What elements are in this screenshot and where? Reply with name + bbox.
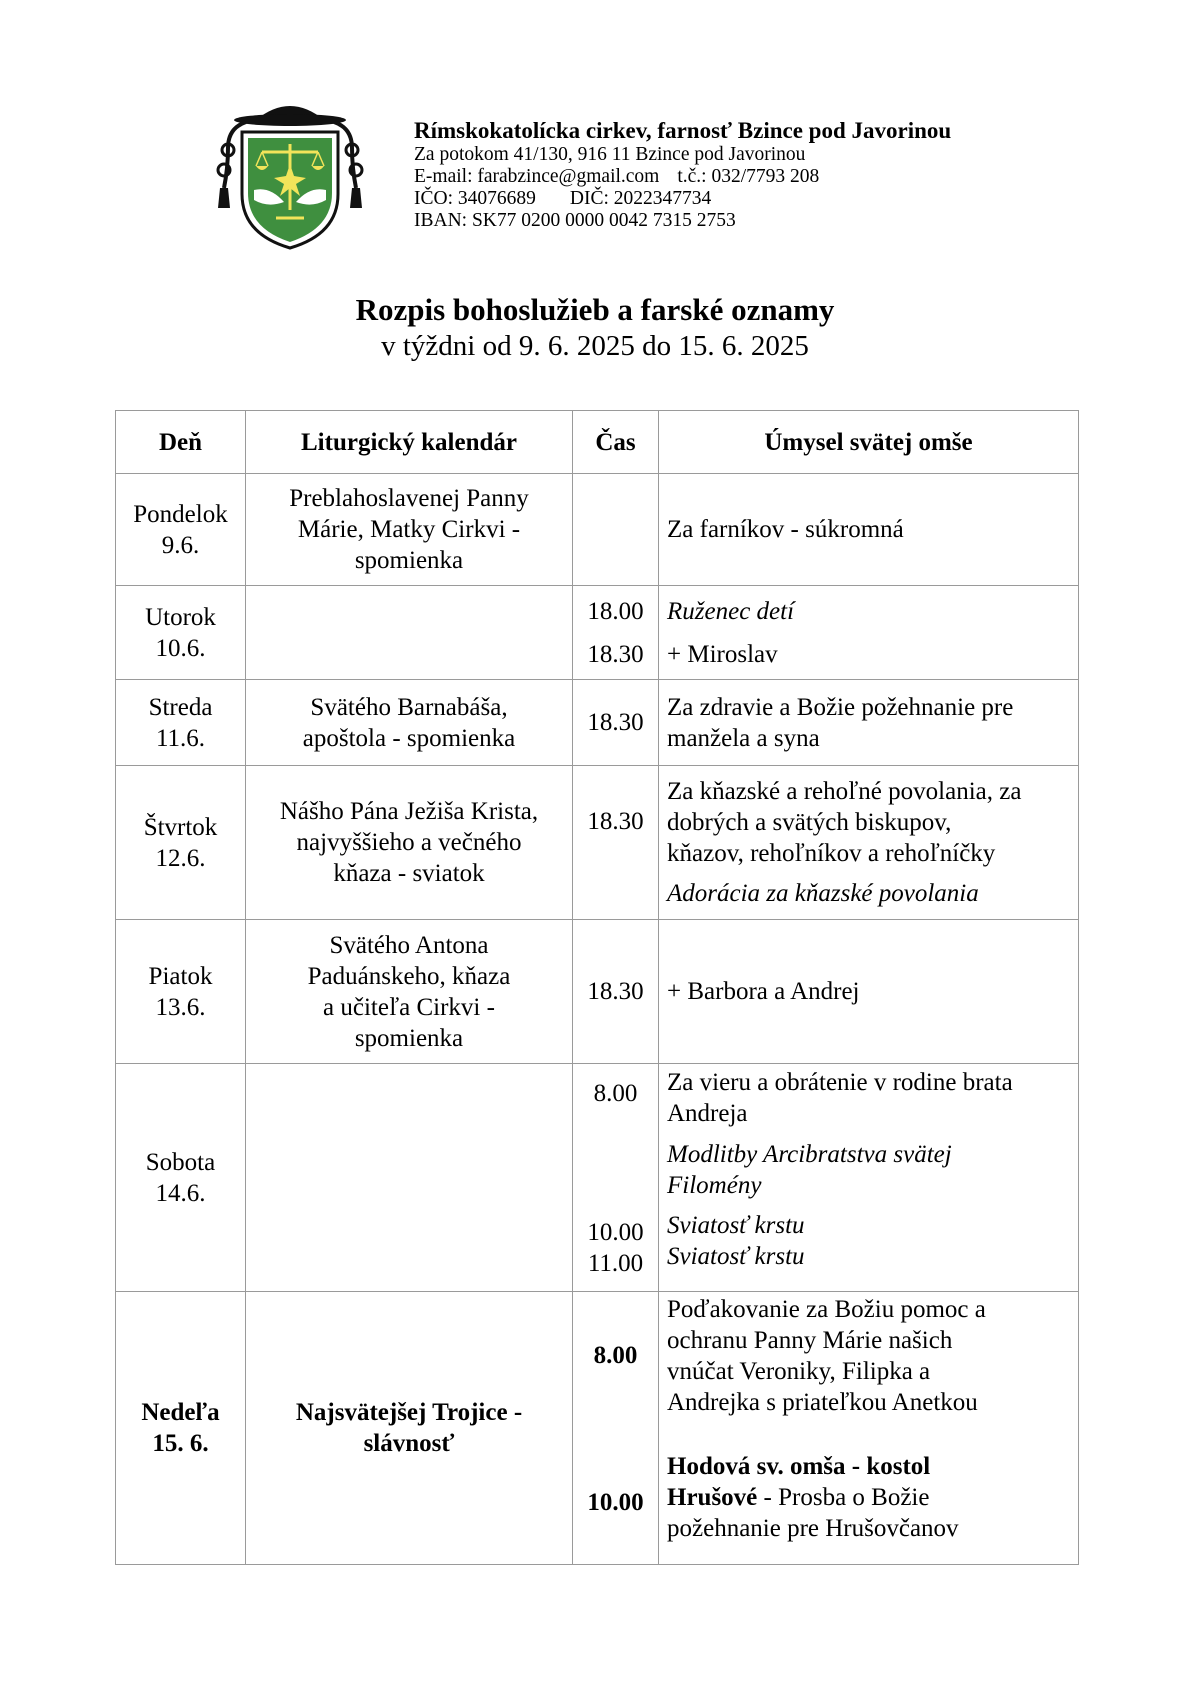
intention-cell: Za vieru a obrátenie v rodine brata Andreja Modlitby Arcibratstva svätej Filomény Sviatosť krstu Sviatosť krstu <box>659 1064 1079 1292</box>
time-cell: 8.00 10.00 <box>573 1292 659 1565</box>
time-cell: 18.30 <box>573 766 659 920</box>
time-cell: 18.00 18.30 <box>573 586 659 680</box>
liturgy-cell: Svätého Barnabáša, apoštola - spomienka <box>246 680 573 766</box>
day-cell: Sobota 14.6. <box>116 1064 246 1292</box>
day-cell: Štvrtok 12.6. <box>116 766 246 920</box>
day-cell: Utorok 10.6. <box>116 586 246 680</box>
parish-dic: DIČ: 2022347734 <box>569 188 712 209</box>
table-row <box>116 474 1079 586</box>
liturgy-cell: Nášho Pána Ježiša Krista, najvyššieho a večného kňaza - sviatok <box>246 766 573 920</box>
liturgy-cell: Najsvätejšej Trojice - slávnosť <box>246 1292 573 1565</box>
page-subtitle: v týždni od 9. 6. 2025 do 15. 6. 2025 <box>381 330 809 362</box>
col-header-liturgy: Liturgický kalendár <box>246 411 573 474</box>
intention-cell: Za zdravie a Božie požehnanie pre manžela a syna <box>659 680 1079 766</box>
parish-header <box>414 118 951 232</box>
day-cell: Streda 11.6. <box>116 680 246 766</box>
intention-cell: Za farníkov - súkromná <box>659 474 1079 586</box>
intention-cell: Poďakovanie za Božiu pomoc a ochranu Panny Márie našich vnúčat Veroniky, Filipka a Andrejka s priateľkou Anetkou Hodová sv. omša - kostol Hrušové - Prosba o Božie požehnanie pre Hrušovčanov <box>659 1292 1079 1565</box>
parish-address: Za potokom 41/130, 916 11 Bzince pod Javorinou <box>414 144 806 165</box>
intention-cell: Ruženec detí + Miroslav <box>659 586 1079 680</box>
table-row <box>116 920 1079 1064</box>
parish-name: Rímskokatolícka cirkev, farnosť Bzince pod Javorinou <box>414 118 952 143</box>
parish-ids <box>414 188 951 210</box>
liturgy-cell <box>246 586 573 680</box>
day-cell: Piatok 13.6. <box>116 920 246 1064</box>
table-row <box>116 766 1079 920</box>
col-header-time: Čas <box>573 411 659 474</box>
table-row <box>116 586 1079 680</box>
parish-contact <box>414 166 951 188</box>
parish-iban: IBAN: SK77 0200 0000 0042 7315 2753 <box>414 210 736 231</box>
table-header-row <box>116 411 1079 474</box>
liturgy-cell: Preblahoslavenej Panny Márie, Matky Cirkvi - spomienka <box>246 474 573 586</box>
parish-coat-of-arms <box>210 98 370 250</box>
day-cell: Nedeľa 15. 6. <box>116 1292 246 1565</box>
table-row <box>116 1064 1079 1292</box>
intention-cell: + Barbora a Andrej <box>659 920 1079 1064</box>
time-cell <box>573 474 659 586</box>
table-row <box>116 1292 1079 1565</box>
parish-phone: t.č.: 032/7793 208 <box>677 166 820 187</box>
parish-email: E-mail: farabzince@gmail.com <box>414 166 660 187</box>
time-cell: 18.30 <box>573 920 659 1064</box>
liturgy-cell <box>246 1064 573 1292</box>
day-cell: Pondelok 9.6. <box>116 474 246 586</box>
table-row <box>116 680 1079 766</box>
title-block <box>0 292 1190 364</box>
parish-ico: IČO: 34076689 <box>414 188 536 209</box>
time-cell: 18.30 <box>573 680 659 766</box>
time-cell: 8.00 10.00 11.00 <box>573 1064 659 1292</box>
liturgy-cell: Svätého Antona Paduánskeho, kňaza a učiteľa Cirkvi - spomienka <box>246 920 573 1064</box>
intention-cell: Za kňazské a rehoľné povolania, za dobrých a svätých biskupov, kňazov, rehoľníkov a rehoľníčky Adorácia za kňazské povolania <box>659 766 1079 920</box>
col-header-day: Deň <box>116 411 246 474</box>
schedule-table <box>115 410 1079 1565</box>
page-title: Rozpis bohoslužieb a farské oznamy <box>355 292 835 327</box>
col-header-intention: Úmysel svätej omše <box>659 411 1079 474</box>
